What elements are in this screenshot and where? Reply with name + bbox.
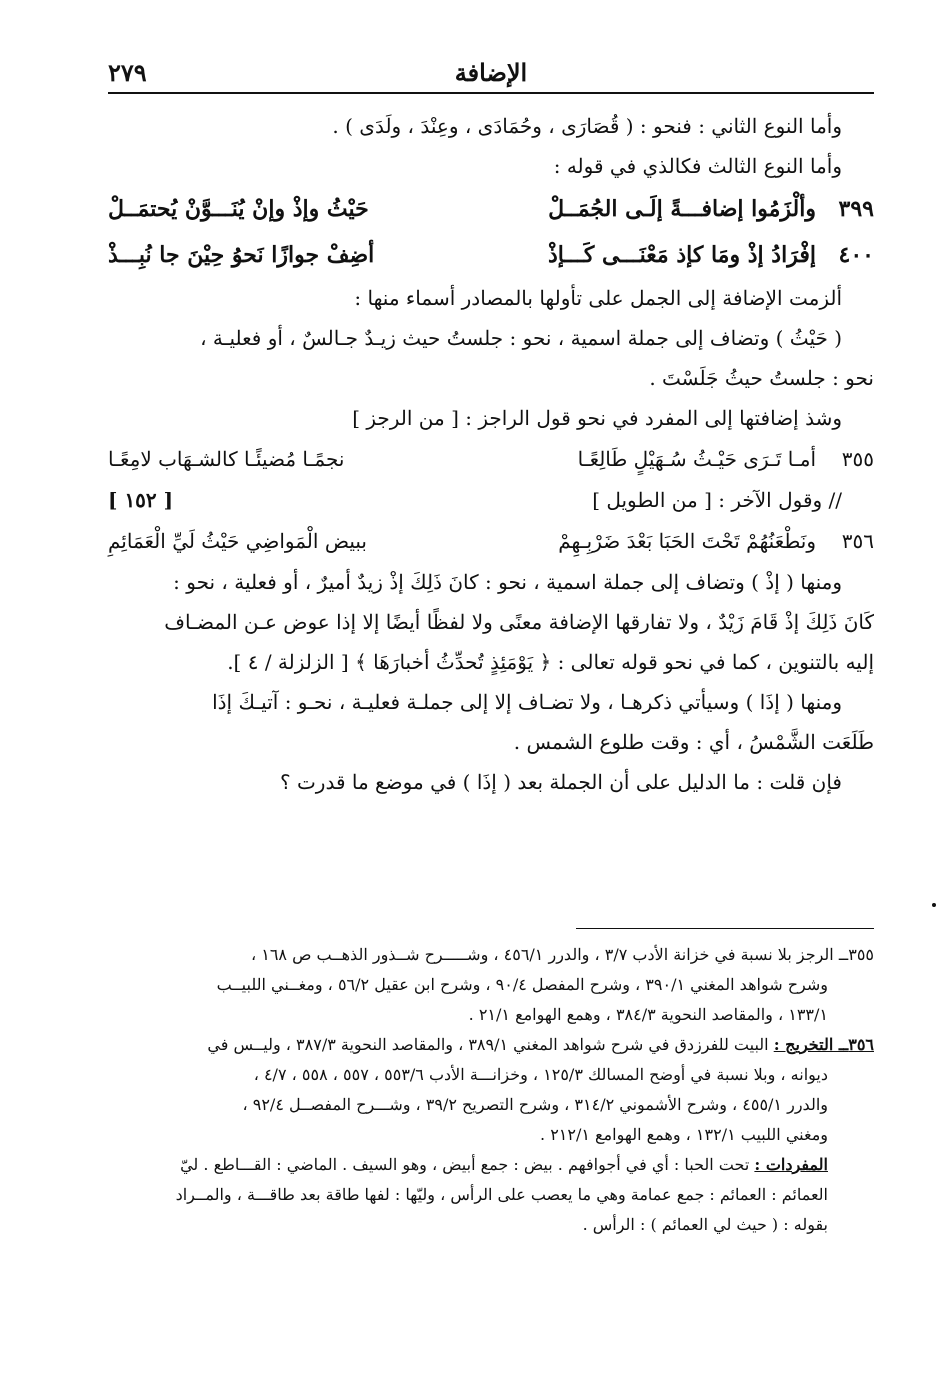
footnote-355-line: وشرح شواهد المغني ٣٩٠/١ ، وشرح المفصل ٩٠/٤ ، وشرح ابن عقيل ٥٦/٢ ، ومغــني اللبيــب bbox=[216, 975, 828, 994]
running-header bbox=[108, 52, 874, 94]
verse-first-hemistich: وألْزَمُوا إضافـــةً إلَـى الجُمَــلْ bbox=[548, 196, 816, 222]
paragraph bbox=[108, 480, 874, 520]
poem-first-hemistich: أمـا تَـرَى حَيْـثُ سُـهَيْلٍ طَالِعًـا bbox=[577, 447, 816, 471]
vocabulary-line: العمائم : العمائم : جمع عمامة وهي ما يعصب على الرأس ، وليّها : لفها طاقة بعد طاقـــة ، والمــراد bbox=[175, 1185, 828, 1204]
paragraph: وشذ إضافتها إلى المفرد في نحو قول الراجز : [ من الرجز ] bbox=[352, 406, 842, 430]
paragraph: وأما النوع الثالث فكالذي في قوله : bbox=[553, 154, 842, 178]
paragraph: ألزمت الإضافة إلى الجمل على تأولها بالمصادر أسماء منها : bbox=[354, 286, 842, 310]
footnote-divider bbox=[576, 928, 874, 929]
footnote-355-line: ١٣٣/١ ، والمقاصد النحوية ٣٨٤/٣ ، وهمع الهوامع ٢١/١ . bbox=[468, 1005, 828, 1024]
footnote-356-line: ومغني اللبيب ١٣٢/١ ، وهمع الهوامع ٢١٢/١ . bbox=[540, 1125, 828, 1144]
verse-second-hemistich: حَيْثُ وإذْ وإنْ يُنَـــوَّنْ يُحتمَــلْ bbox=[108, 196, 369, 222]
paragraph: ( حَيْثُ ) وتضاف إلى جملة اسمية ، نحو : جلستُ حيث زيـدٌ جـالسٌ ، أو فعليـة ، bbox=[200, 326, 842, 350]
paragraph: ومنها ( إذْ ) وتضاف إلى جملة اسمية ، نحو : كانَ ذَلِكَ إذْ زيدٌ أميرٌ ، أو فعلية ، نحو : bbox=[173, 570, 842, 594]
footnote-356-label: ٣٥٦ــ التخريج : bbox=[773, 1035, 874, 1054]
verse-399 bbox=[108, 186, 874, 232]
footnote-356-line: ديوانه ، وبلا نسبة في أوضح المسالك ١٢٥/٣ ، وخزانـــة الأدب ٥٥٣/٦ ، ٥٥٧ ، ٥٥٨ ، ٤/٧ ، bbox=[253, 1065, 828, 1084]
page-number: ٢٧٩ bbox=[108, 58, 147, 87]
verse-second-hemistich: أضِفْ جوازًا نَحوُ حِيْنَ جا نُبِـــذْ bbox=[108, 242, 375, 268]
poem-356 bbox=[108, 520, 874, 562]
footnote-355-line: ٣٥٥ــ الرجز بلا نسبة في خزانة الأدب ٣/٧ ، والدرر ٤٥٦/١ ، وشـــــرح شــذور الذهــب ص ١٦٨ ، bbox=[250, 945, 874, 964]
paragraph-continuation: نحو : جلستُ حيثُ جَلَسْتَ . bbox=[649, 366, 874, 390]
verse-number: ٤٠٠ bbox=[838, 242, 874, 268]
paragraph-continuation: إليه بالتنوين ، كما في نحو قوله تعالى : ﴿ يَوْمَئِذٍ تُحدِّثُ أخبارَهَا ﴾ [ الزلزلة / ٤ ]. bbox=[227, 650, 874, 674]
poem-second-hemistich: نجمًـا مُضيئًـا كالشـهَاب لامِعًـا bbox=[108, 447, 345, 471]
poem-second-hemistich: ببيض الْمَواضِي حَيْثُ لَيِّ الْعَمَائِمِ bbox=[108, 529, 367, 553]
footnote-356-line bbox=[108, 1030, 874, 1060]
main-text bbox=[108, 106, 874, 802]
vocabulary-text: تحت الحبا : أي في أجوافهم . بيض : جمع أبيض ، وهو السيف . الماضي : القـــاطع . ليّ bbox=[180, 1155, 750, 1174]
stray-mark bbox=[932, 903, 936, 907]
vocabulary-line bbox=[108, 1150, 874, 1180]
paragraph: فإن قلت : ما الدليل على أن الجملة بعد ( إذَا ) في موضع ما قدرت ؟ bbox=[280, 770, 842, 794]
paragraph: ومنها ( إذَا ) وسيأتي ذكرهـا ، ولا تضـاف إلا إلى جملـة فعليـة ، نحـو : آتيـكَ إذَا bbox=[212, 690, 842, 714]
verse-first-hemistich: إفْرَادُ إذْ ومَا كإذ مَعْنَـــى كَـــإذْ bbox=[548, 242, 816, 268]
paragraph-continuation: كَانَ ذَلِكَ إذْ قَامَ زَيْدٌ ، ولا تفارقها الإضافة معنًى ولا لفظًا أيضًا إلا إذا عوض عـن المضـاف bbox=[164, 610, 874, 634]
paragraph-text: // وقول الآخر : [ من الطويل ] bbox=[592, 488, 842, 512]
original-page-marker: [ ١٥٢ ] bbox=[108, 488, 174, 512]
poem-number: ٣٥٥ bbox=[841, 447, 874, 471]
verse-number: ٣٩٩ bbox=[838, 196, 874, 222]
vocabulary-label: المفردات : bbox=[754, 1155, 828, 1174]
poem-first-hemistich: ونَطْعَنُهُمْ تَحْتَ الحَبَا بَعْدَ ضَرْبِـهِمْ bbox=[558, 529, 816, 553]
poem-355 bbox=[108, 438, 874, 480]
footnote-356-line: والدرر ٤٥٥/١ ، وشرح الأشموني ٣١٤/٢ ، وشرح التصريح ٣٩/٢ ، وشـــرح المفصــل ٩٢/٤ ، bbox=[242, 1095, 828, 1114]
chapter-title: الإضافة bbox=[454, 58, 528, 87]
verse-400 bbox=[108, 232, 874, 278]
poem-number: ٣٥٦ bbox=[841, 529, 874, 553]
footnote-356-text: البيت للفرزدق في شرح شواهد المغني ٣٨٩/١ ، والمقاصد النحوية ٣٨٧/٣ ، وليــس في bbox=[207, 1035, 769, 1054]
footnotes bbox=[108, 940, 874, 1240]
vocabulary-line: بقوله : ( حيث لي العمائم ) : الرأس . bbox=[582, 1215, 828, 1234]
paragraph-continuation: طَلَعَت الشَّمْسُ ، أي : وقت طلوع الشمس . bbox=[513, 730, 874, 754]
paragraph: وأما النوع الثاني : فنحو : ( قُصَارَى ، وحُمَادَى ، وعِنْدَ ، ولَدَى ) . bbox=[332, 114, 842, 138]
